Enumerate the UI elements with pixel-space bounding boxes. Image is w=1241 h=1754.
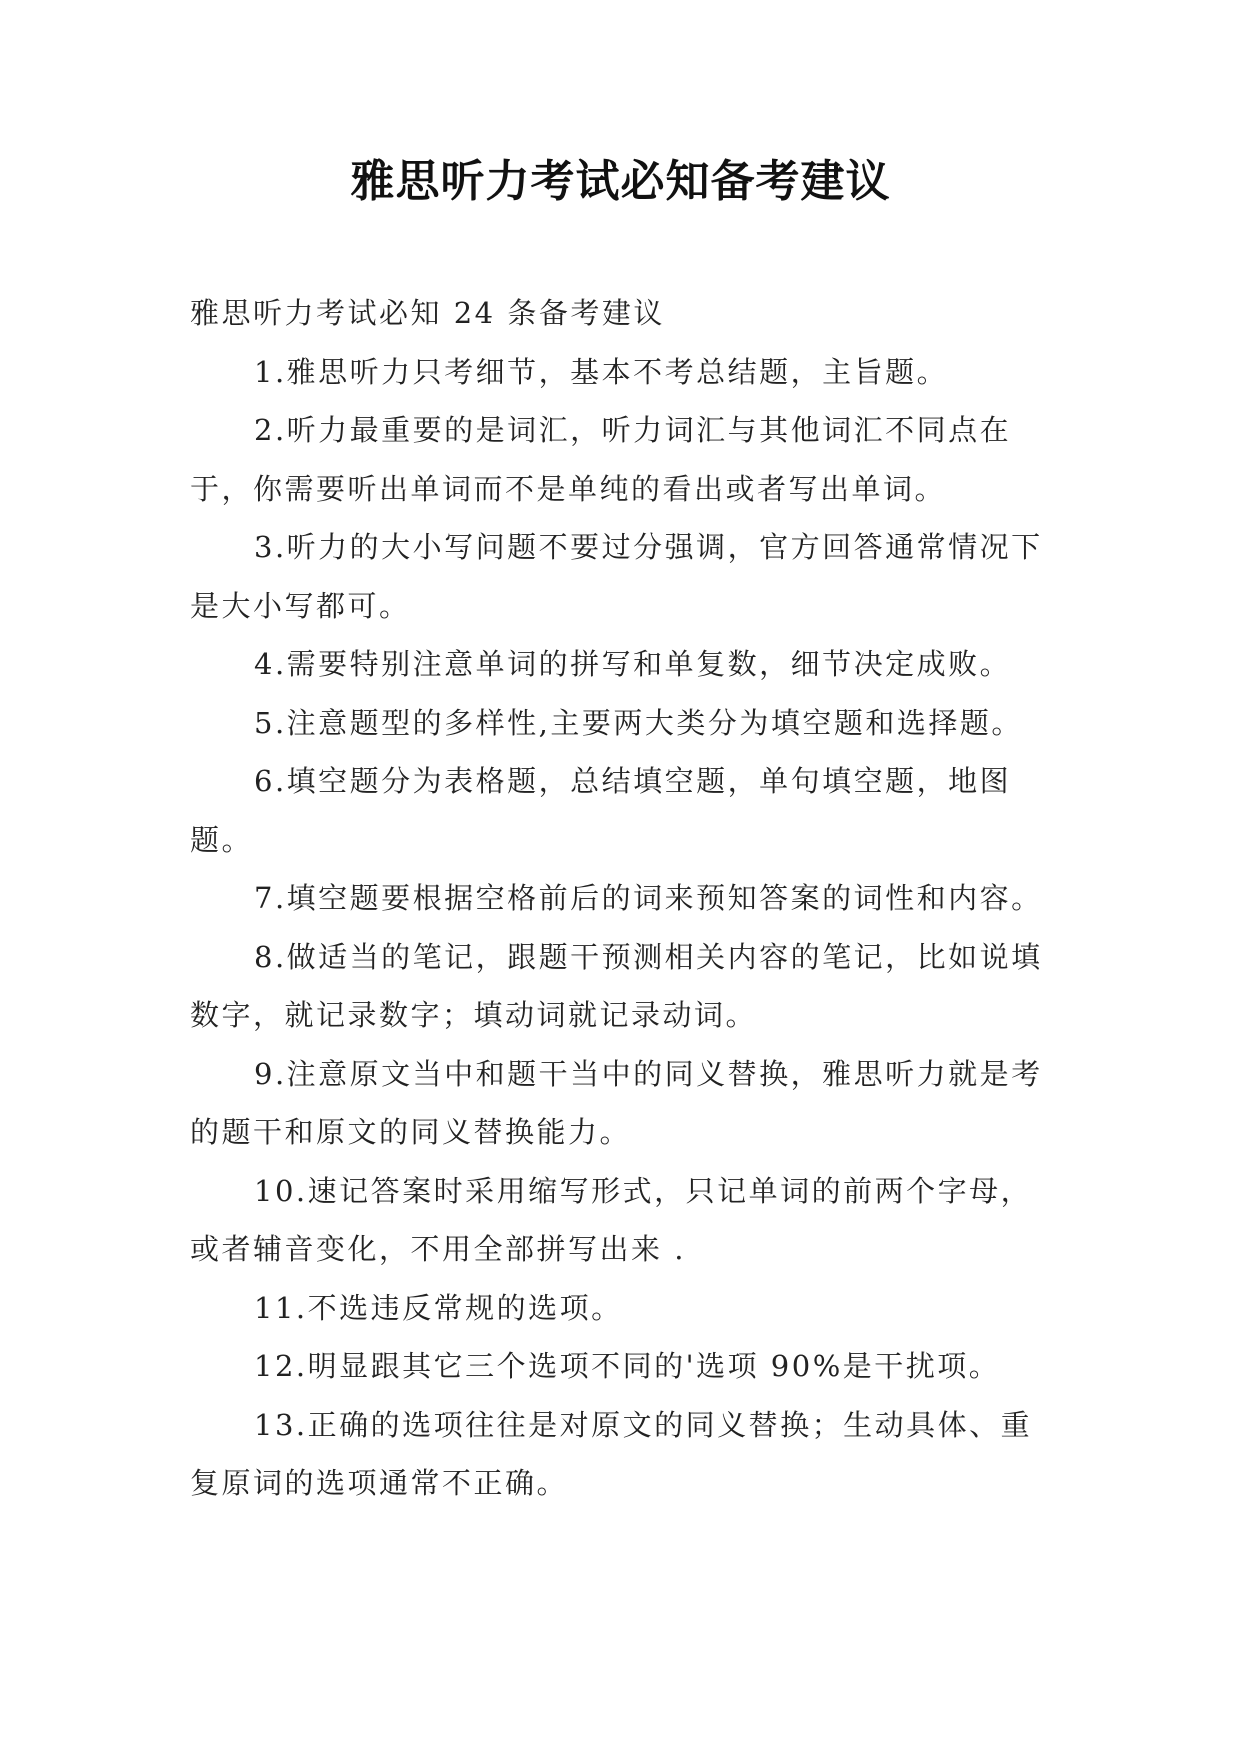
tip-5: 5.注意题型的多样性,主要两大类分为填空题和选择题。 (254, 705, 1023, 740)
tip-8: 8.做适当的笔记，跟题干预测相关内容的笔记，比如说填数字，就记录数字；填动词就记录动词。 (190, 939, 1043, 1032)
tip-7: 7.填空题要根据空格前后的词来预知答案的词性和内容。 (254, 881, 1043, 915)
tip-12: 12.明显跟其它三个选项不同的'选项 90%是干扰项。 (254, 1349, 1001, 1383)
tip-1: 1.雅思听力只考细节，基本不考总结题，主旨题。 (254, 354, 949, 389)
tip-9: 9.注意原文当中和题干当中的同义替换，雅思听力就是考的题干和原文的同义替换能力。 (190, 1056, 1043, 1149)
document-title: 雅思听力考试必知备考建议 (350, 156, 891, 207)
tip-6: 6.填空题分为表格题，总结填空题，单句填空题，地图题。 (190, 764, 1012, 857)
tip-13: 13.正确的选项往往是对原文的同义替换；生动具体、重复原词的选项通常不正确。 (190, 1407, 1033, 1500)
tip-2: 2.听力最重要的是词汇，听力词汇与其他词汇不同点在于，你需要听出单词而不是单纯的看出或者写出单词。 (190, 413, 1012, 506)
document-body (190, 284, 1060, 1513)
tip-4: 4.需要特别注意单词的拼写和单复数，细节决定成败。 (254, 647, 1012, 681)
tip-11: 11.不选违反常规的选项。 (254, 1290, 623, 1325)
tip-10: 10.速记答案时采用缩写形式，只记单词的前两个字母，或者辅音变化，不用全部拼写出来 . (190, 1173, 1033, 1266)
intro-line: 雅思听力考试必知 24 条备考建议 (190, 296, 665, 330)
tip-3: 3.听力的大小写问题不要过分强调，官方回答通常情况下是大小写都可。 (190, 530, 1043, 623)
